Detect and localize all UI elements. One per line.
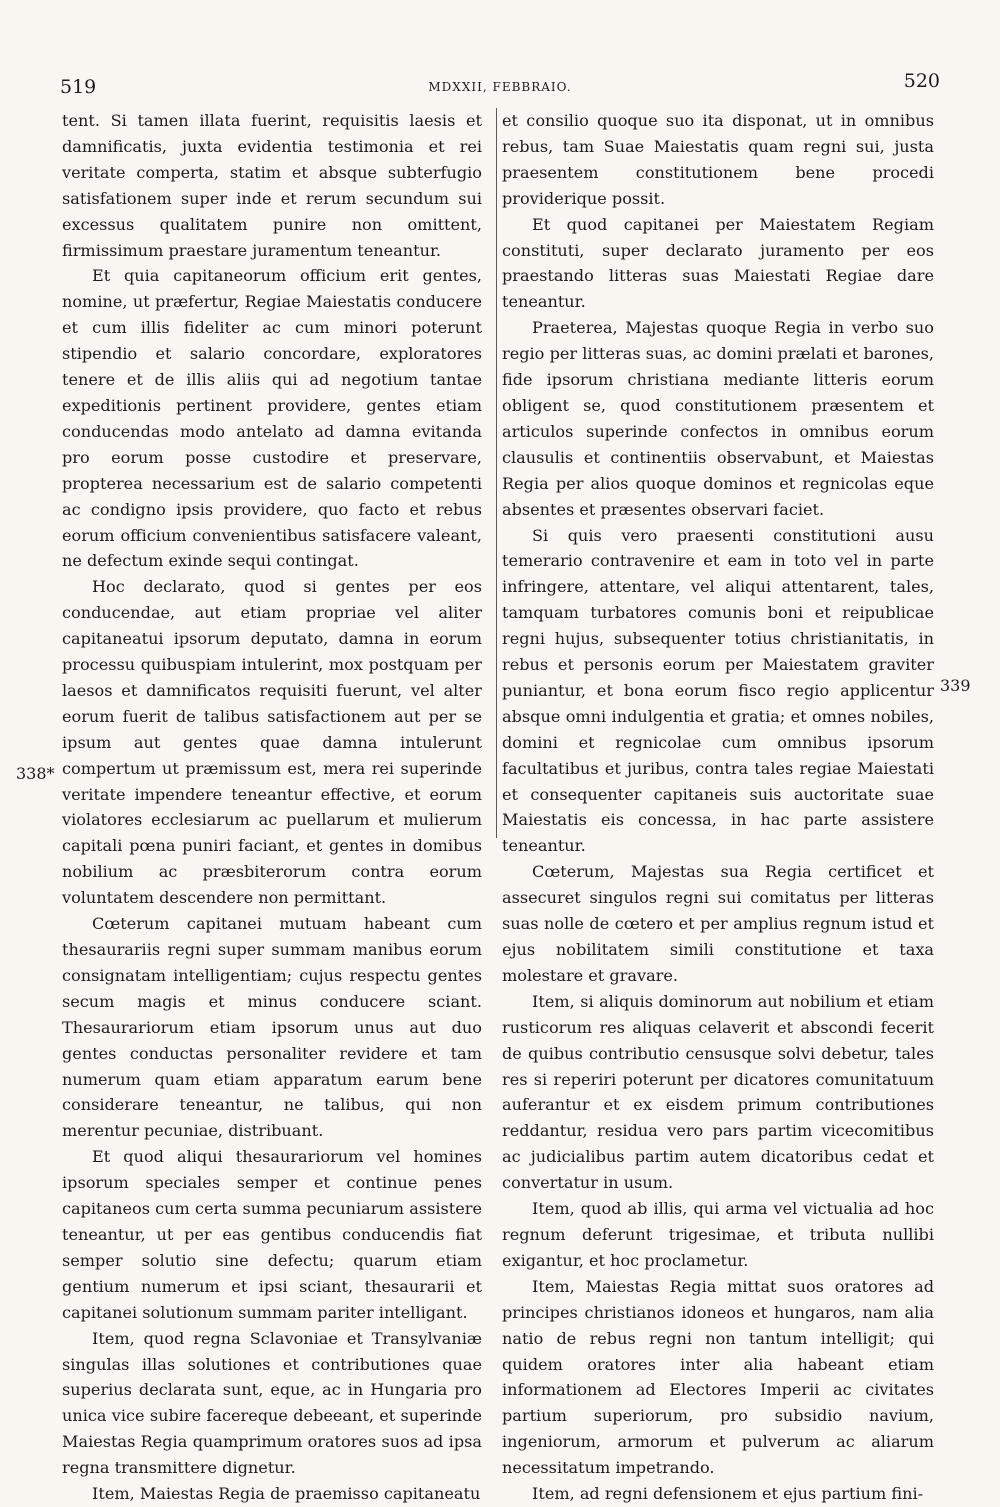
paragraph: Hoc declarato, quod si gentes per eos conducendae, aut etiam propriae vel aliter capitaneatui ipsorum deputato, damna in eorum processu quibuspiam intulerint, mox postquam per laesos et damnificatos requisiti fuerunt, vel alter eorum fuerit de talibus satisfactionem aut per se ipsum aut gentes quae damna intulerunt compertum ut præmissum est, mera rei superinde veritate impendere teneantur effective, et eorum violatores ecclesiarum ac puellarum et mulierum capitali pœna puniri faciant, et gentes in domibus nobilium ac præsbiterorum contra eorum voluntatem descendere non permittant. [62,577,482,908]
running-header [60,70,940,100]
paragraph: Item, quod regna Sclavoniae et Transylvaniæ singulas illas solutiones et contributiones quae superius declarata sunt, eque, ac in Hungaria pro unica vice subire facereque debeeant, et superinde Maiestas Regia quamprimum oratores suos ad ipsa regna transmittere dignetur. [62,1328,482,1478]
paragraph: Item, si aliquis dominorum aut nobilium et etiam rusticorum res aliquas celaverit et abscondi fecerit de quibus contributio censusque solvi debetur, tales res si reperiri poterunt per dicatores comunitatuum auferantur et ex eisdem primum contributiones reddantur, residua vero pars partim vicecomitibus ac judicialibus partim autem dicatoribus cedat et convertatur in usum. [502,991,934,1193]
paragraph: Item, quod ab illis, qui arma vel victualia ad hoc regnum deferunt trigesimae, et tributa nullibi exigantur, et hoc proclametur. [502,1199,934,1270]
paragraph: Item, Maiestas Regia de praemisso capitaneatu [92,1484,481,1504]
paragraph: et consilio quoque suo ita disponat, ut in omnibus rebus, tam Suae Maiestatis quam regni sui, justa praesentem constitutionem bene procedi providerique possit. [502,111,934,208]
paragraph: Si quis vero praesenti constitutioni ausu temerario contravenire et eam in toto vel in parte infringere, attentare, vel aliqui attentarent, tales, tamquam turbatores comunis boni et reipublicae regni hujus, subsequenter totius christianitatis, in rebus et personis eorum per Maiestatem graviter puniantur, et bona eorum fisco regio applicentur absque omni indulgentia et gratia; et omnes nobiles, domini et regnicolae cum omnibus ipsorum facultatibus et juribus, contra tales regiae Maiestati et consequenter capitaneis suis auctoritate suae Maiestatis eis concessa, in hac parte assistere teneantur. [502,525,934,856]
paragraph: Et quod aliqui thesaurariorum vel homines ipsorum speciales semper et continue penes capitaneos cum certa summa pecuniarum assistere teneantur, ut per eas gentibus conducendis fiat semper solutio sine defectu; quarum etiam gentium numerum et ipsi sciant, thesaurarii et capitanei solutionum summam pariter intelligant. [62,1147,482,1322]
running-title: MDXXII, FEBBRAIO. [428,80,572,94]
margin-note-left: 338* [16,764,55,783]
margin-note-right: 339 [940,676,971,695]
paragraph: Cœterum capitanei mutuam habeant cum thesaurariis regni super summam manibus eorum consignatam intelligentiam; cujus respectu gentes secum magis et minus conducere sciant. Thesaurariorum etiam ipsorum unus aut duo gentes conductas personaliter revidere et tam numerum quam etiam apparatum earum bene considerare teneantur, ne talibus, qui non merentur pecuniae, distribuant. [62,914,482,1141]
paragraph: Et quod capitanei per Maiestatem Regiam constituti, super declarato juramento per eos praestando litteras suas Maiestati Regiae dare teneantur. [502,214,934,312]
page-number-right: 520 [903,70,940,92]
paragraph: Cœterum, Majestas sua Regia certificet et assecuret singulos regni sui comitatus per litteras suas nolle de cœtero et per amplius regnum istud et ejus nobilitatem simili constitutione et taxa molestare et gravare. [502,862,934,985]
paragraph: Et quia capitaneorum officium erit gentes, nomine, ut præfertur, Regiae Maiestatis conducere et cum illis fideliter ac cum minori poterunt stipendio et salario concordare, exploratores tenere et de illis aliis qui ad negotium tantae expeditionis pertinent providere, gentes etiam conducendas modo antelato ad damna evitanda pro eorum posse custodire et preservare, propterea necessarium est de salario competenti ac condigno ipsis providere, quo facto et rebus eorum officium convenientibus satisfacere valeant, ne defectum exinde sequi contingat. [62,266,482,571]
page-number-left: 519 [60,76,97,98]
right-column [502,108,934,1507]
left-column [62,108,482,1507]
paragraph: Item, Maiestas Regia mittat suos oratores ad principes christianos idoneos et hungaros, nam alia natio de rebus regni non tantum intelligit; qui quidem oratores inter alia habeant etiam informationem ad Electores Imperii ac civitates partium superiorum, pro subsidio navium, ingeniorum, armorum et pulverum ac aliarum necessitatum impetrando. [502,1276,934,1478]
paragraph: Item, ad regni defensionem et ejus partium fini- [532,1484,924,1504]
column-divider [496,108,497,838]
paragraph: tent. Si tamen illata fuerint, requisitis laesis et damnificatis, juxta evidentia testimonia et rei veritate comperta, statim et absque subterfugio satisfationem super inde et rerum secundum sui excessus qualitatem punire non omittent, firmissimum praestare juramentum teneantur. [62,111,482,260]
paragraph: Praeterea, Majestas quoque Regia in verbo suo regio per litteras suas, ac domini prælati et barones, fide ipsorum christiana mediante litteris eorum obligent se, quod constitutionem præsentem et articulos superinde confectos in omnibus eorum clausulis et continentiis observabunt, et Maiestas Regia per alios quoque dominos et regnicolas eque absentes et præsentes observari faciet. [502,318,934,519]
